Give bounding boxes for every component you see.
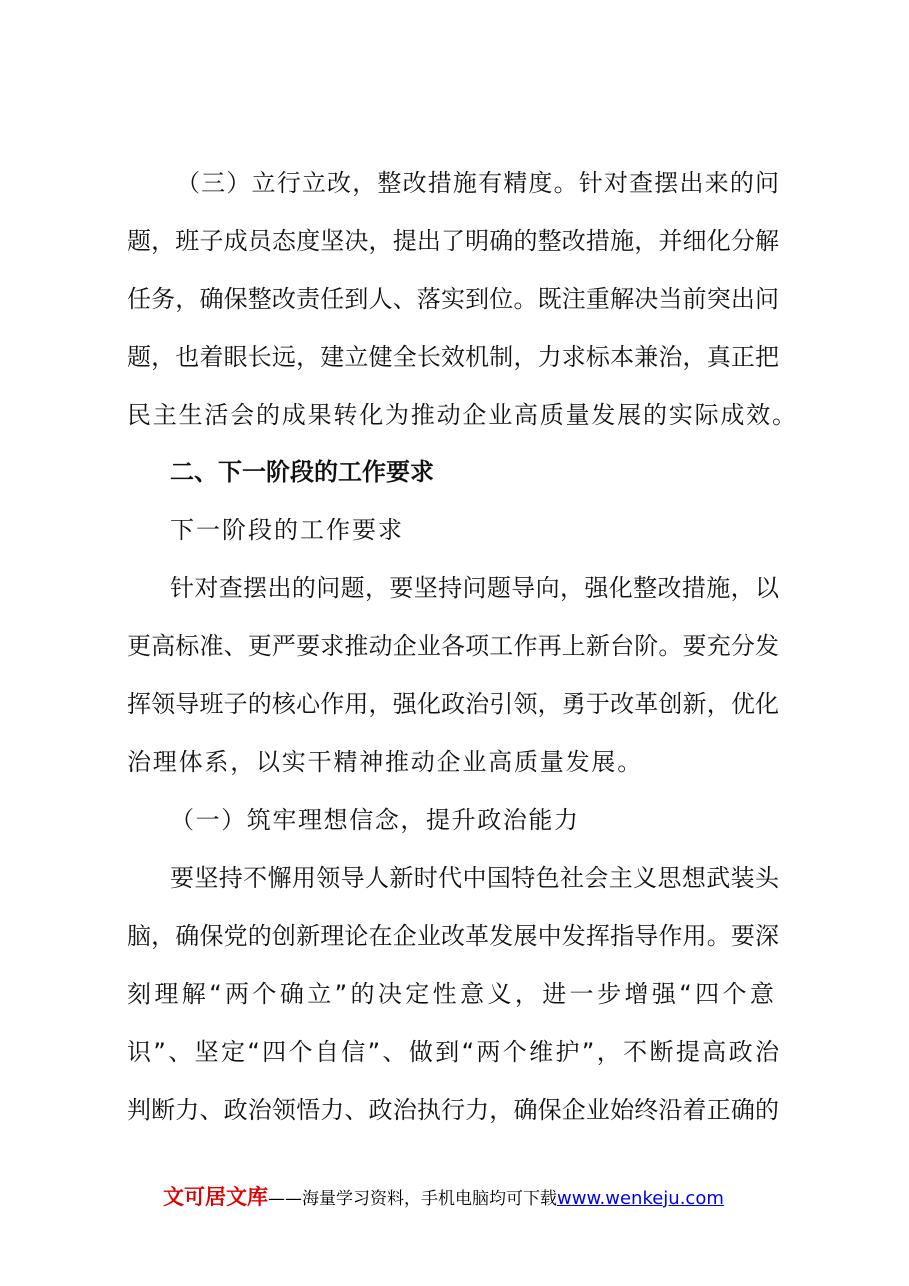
paragraph-line-10: 挥领导班子的核心作用，强化政治引领，勇于改革创新，优化 (127, 690, 779, 718)
paragraph-line-17: 判断力、政治领悟力、政治执行力，确保企业始终沿着正确的 (127, 1096, 779, 1124)
paragraph-line-1: （三）立行立改，整改措施有精度。针对查摆出来的问 (176, 169, 779, 197)
subheading-line: 下一阶段的工作要求 (170, 516, 404, 544)
paragraph-line-14: 脑，确保党的创新理论在企业改革发展中发挥指导作用。要深 (127, 922, 779, 950)
footer-banner (163, 1182, 783, 1212)
section-heading: 二、下一阶段的工作要求 (170, 458, 434, 486)
subsection-heading: （一）筑牢理想信念，提升政治能力 (170, 806, 580, 834)
paragraph-line-16: 识”、坚定“四个自信”、做到“两个维护”，不断提高政治 (127, 1038, 779, 1066)
footer-tagline: ——海量学习资料，手机电脑均可下载 (268, 1189, 557, 1209)
paragraph-line-11: 治理体系，以实干精神推动企业高质量发展。 (127, 748, 643, 776)
footer-brand: 文可居文库 (163, 1185, 268, 1209)
paragraph-line-8: 针对查摆出的问题，要坚持问题导向，强化整改措施，以 (170, 574, 779, 602)
footer-website-link[interactable]: www.wenkeju.com (557, 1188, 724, 1209)
paragraph-line-15: 刻理解“两个确立”的决定性意义，进一步增强“四个意 (127, 980, 778, 1008)
paragraph-line-9: 更高标准、更严要求推动企业各项工作再上新台阶。要充分发 (127, 632, 779, 660)
paragraph-line-13: 要坚持不懈用领导人新时代中国特色社会主义思想武装头 (170, 864, 779, 892)
paragraph-line-5: 民主生活会的成果转化为推动企业高质量发展的实际成效。 (127, 401, 798, 429)
paragraph-line-2: 题，班子成员态度坚决，提出了明确的整改措施，并细化分解 (127, 227, 779, 255)
paragraph-line-4: 题，也着眼长远，建立健全长效机制，力求标本兼治，真正把 (127, 343, 779, 371)
paragraph-line-3: 任务，确保整改责任到人、落实到位。既注重解决当前突出问 (127, 285, 779, 313)
